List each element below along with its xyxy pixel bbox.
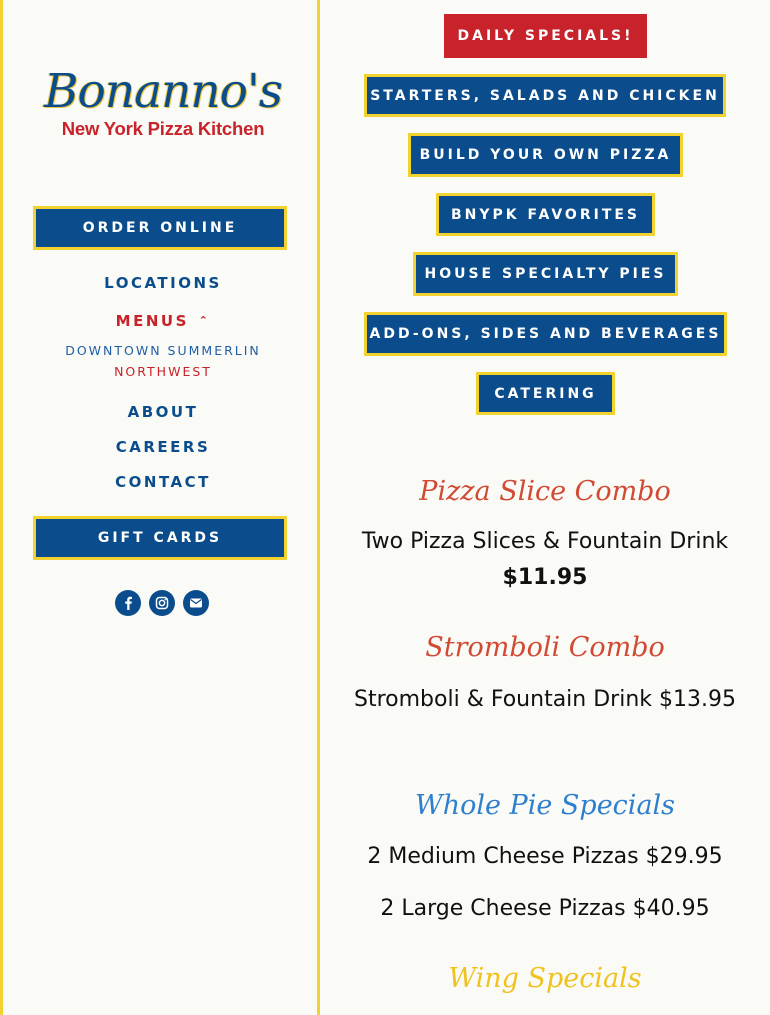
nav-menus-label: MENUS <box>115 312 189 330</box>
logo-script: Bonanno's <box>43 64 282 119</box>
gift-cards-button[interactable]: GIFT CARDS <box>33 516 287 560</box>
category-build-your-own-pizza[interactable]: BUILD YOUR OWN PIZZA <box>408 133 683 177</box>
instagram-icon[interactable] <box>149 590 175 616</box>
menu-content <box>320 0 770 1015</box>
facebook-icon[interactable] <box>115 590 141 616</box>
submenu-northwest[interactable]: NORTHWEST <box>114 364 212 379</box>
category-daily-specials[interactable]: DAILY SPECIALS! <box>444 14 647 58</box>
category-house-specialty-pies[interactable]: HOUSE SPECIALTY PIES <box>413 252 678 296</box>
section-title-stromboli-combo: Stromboli Combo <box>425 632 665 663</box>
nav-careers[interactable]: CAREERS <box>115 438 211 456</box>
logo-tagline: New York Pizza Kitchen <box>61 118 265 139</box>
nav-contact[interactable]: CONTACT <box>115 473 211 491</box>
section-title-whole-pie-specials: Whole Pie Specials <box>414 790 676 821</box>
menu-item-line: Two Pizza Slices & Fountain Drink <box>361 529 729 554</box>
nav-about[interactable]: ABOUT <box>127 403 199 421</box>
category-starters-salads-chicken[interactable]: STARTERS, SALADS AND CHICKEN <box>364 74 726 117</box>
order-online-button[interactable]: ORDER ONLINE <box>33 206 287 250</box>
nav-menus[interactable] <box>3 312 323 330</box>
menu-item-line: 2 Large Cheese Pizzas $40.95 <box>380 896 710 921</box>
category-addons-sides-beverages[interactable]: ADD-ONS, SIDES AND BEVERAGES <box>364 312 727 356</box>
email-icon[interactable] <box>183 590 209 616</box>
category-bnypk-favorites[interactable]: BNYPK FAVORITES <box>436 193 655 236</box>
menu-item-line: Stromboli & Fountain Drink $13.95 <box>354 687 736 712</box>
menu-item-line: 2 Medium Cheese Pizzas $29.95 <box>367 844 723 869</box>
category-catering[interactable]: CATERING <box>476 372 615 415</box>
section-title-pizza-slice-combo: Pizza Slice Combo <box>419 476 671 507</box>
menu-item-price: $11.95 <box>502 565 588 590</box>
logo[interactable] <box>35 66 291 140</box>
nav-locations[interactable]: LOCATIONS <box>104 274 222 292</box>
sidebar <box>0 0 320 1015</box>
chevron-up-icon: ⌃ <box>198 314 211 327</box>
submenu-downtown-summerlin[interactable]: DOWNTOWN SUMMERLIN <box>65 343 261 358</box>
section-title-wing-specials: Wing Specials <box>448 963 642 994</box>
social-links <box>115 590 209 616</box>
